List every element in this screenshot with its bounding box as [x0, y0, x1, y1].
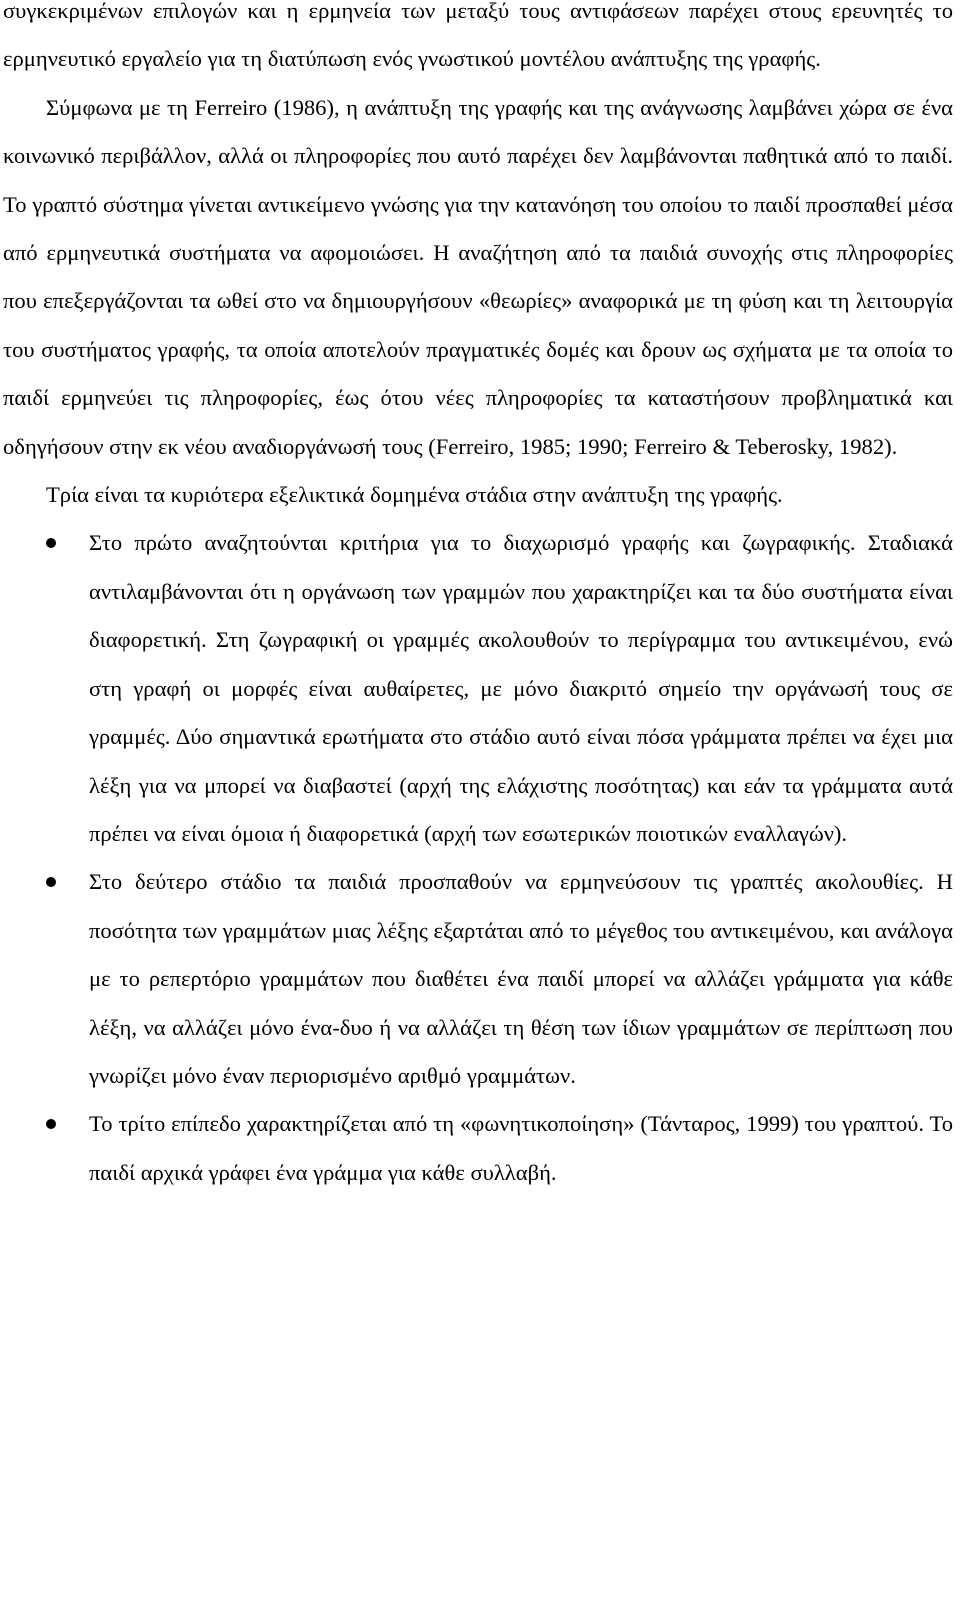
list-item-text: Στο δεύτερο στάδιο τα παιδιά προσπαθούν να ερμηνεύσουν τις γραπτές ακολουθίες. Η ποσότητα των γραμμάτων μιας λέξης εξαρτάται από το μέγεθος του αντικειμένου, και ανάλογα με το ρεπερτόριο γραμμάτων που διαθέτει ένα παιδί μπορεί να αλλάζει γράμματα για κάθε λέξη, να αλλάζει μόνο ένα-δυο ή να αλλάζει τη θέση των ίδιων γραμμάτων σε περίπτωση που γνωρίζει μόνο έναν περιορισμένο αριθμό γραμμάτων. — [89, 869, 953, 1088]
document-page — [3, 0, 953, 1197]
list-item-text: Το τρίτο επίπεδο χαρακτηρίζεται από τη «φωνητικοποίηση» (Τάνταρος, 1999) του γραπτού. Το παιδί αρχικά γράφει ένα γράμμα για κάθε συλλαβή. — [89, 1111, 953, 1185]
bullet-icon — [46, 1119, 56, 1129]
bullet-icon — [46, 877, 56, 887]
list-item-stage-1 — [3, 519, 953, 858]
bullet-icon — [46, 538, 56, 548]
list-item-text: Στο πρώτο αναζητούνται κριτήρια για το διαχωρισμό γραφής και ζωγραφικής. Σταδιακά αντιλαμβάνονται ότι η οργάνωση των γραμμών που χαρακτηρίζει και τα δύο συστήματα είναι διαφορετική. Στη ζωγραφική οι γραμμές ακολουθούν το περίγραμμα του αντικειμένου, ενώ στη γραφή οι μορφές είναι αυθαίρετες, με μόνο διακριτό σημείο την οργάνωσή τους σε γραμμές. Δύο σημαντικά ερωτήματα στο στάδιο αυτό είναι πόσα γράμματα πρέπει να έχει μια λέξη για να μπορεί να διαβαστεί (αρχή της ελάχιστης ποσότητας) και εάν τα γράμματα αυτά πρέπει να είναι όμοια ή διαφορετικά (αρχή των εσωτερικών ποιοτικών εναλλαγών). — [89, 530, 953, 846]
list-item-stage-2 — [3, 858, 953, 1100]
list-item-stage-3 — [3, 1100, 953, 1197]
stages-list — [3, 519, 953, 1197]
paragraph-continued: συγκεκριμένων επιλογών και η ερμηνεία των μεταξύ τους αντιφάσεων παρέχει στους ερευνητές το ερμηνευτικό εργαλείο για τη διατύπωση ενός γνωστικού μοντέλου ανάπτυξης της γραφής. — [3, 0, 953, 72]
paragraph-stages-intro: Τρία είναι τα κυριότερα εξελικτικά δομημένα στάδια στην ανάπτυξη της γραφής. — [46, 482, 783, 508]
paragraph-ferreiro: Σύμφωνα με τη Ferreiro (1986), η ανάπτυξη της γραφής και της ανάγνωσης λαμβάνει χώρα σε ένα κοινωνικό περιβάλλον, αλλά οι πληροφορίες που αυτό παρέχει δεν λαμβάνονται παθητικά από το παιδί. Το γραπτό σύστημα γίνεται αντικείμενο γνώσης για την κατανόηση του οποίου το παιδί προσπαθεί μέσα από ερμηνευτικά συστήματα να αφομοιώσει. Η αναζήτηση από τα παιδιά συνοχής στις πληροφορίες που επεξεργάζονται τα ωθεί στο να δημιουργήσουν «θεωρίες» αναφορικά με τη φύση και τη λειτουργία του συστήματος γραφής, τα οποία αποτελούν πραγματικές δομές και δρουν ως σχήματα με τα οποία το παιδί ερμηνεύει τις πληροφορίες, έως ότου νέες πληροφορίες τα καταστήσουν προβληματικά και οδηγήσουν στην εκ νέου αναδιοργάνωσή τους (Ferreiro, 1985; 1990; Ferreiro & Teberosky, 1982). — [3, 94, 953, 459]
